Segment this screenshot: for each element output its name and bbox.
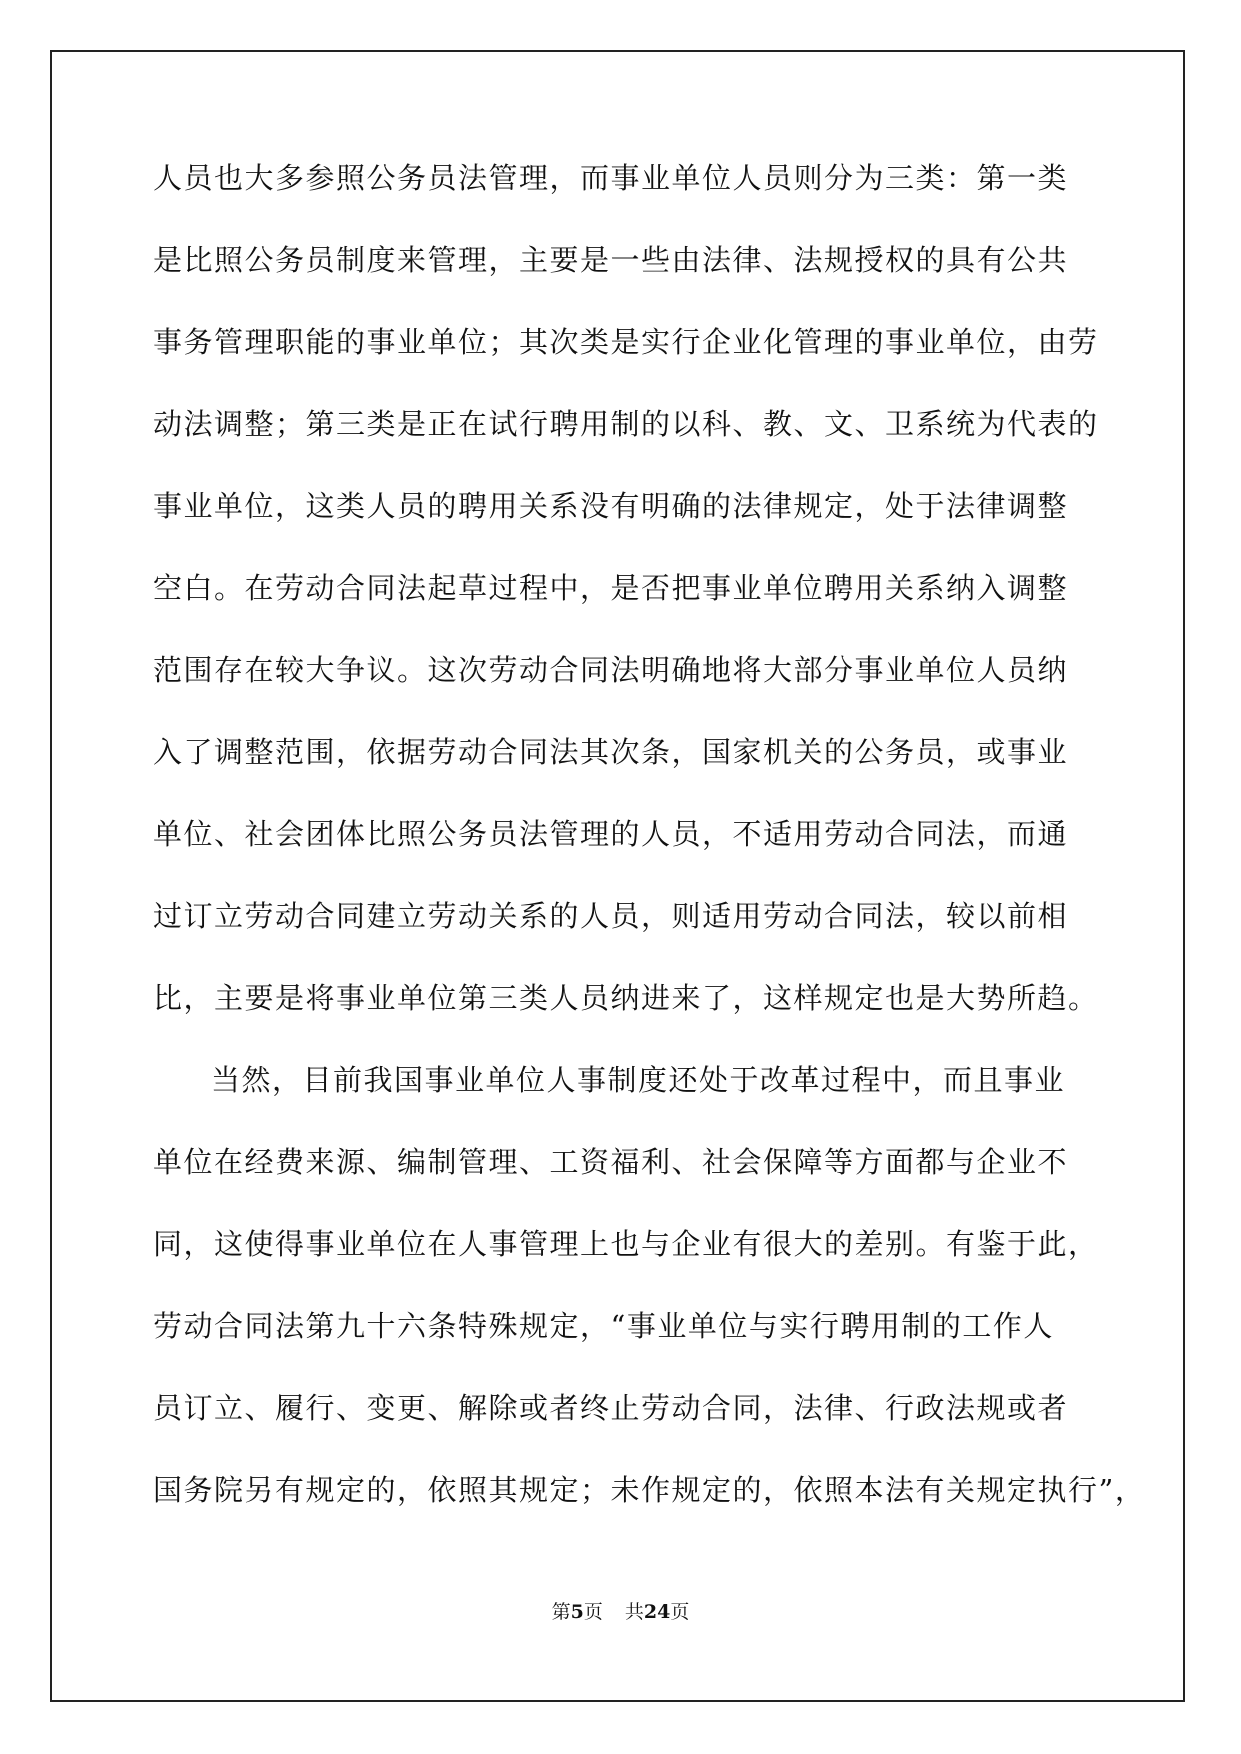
- total-pages-number: 24: [643, 1601, 671, 1623]
- text-line: 单位在经费来源、编制管理、工资福利、社会保障等方面都与企业不: [153, 1145, 1069, 1179]
- text-line: 比，主要是将事业单位第三类人员纳进来了，这样规定也是大势所趋。: [153, 981, 1099, 1015]
- page-footer: [0, 1600, 1241, 1624]
- text-line: 员订立、履行、变更、解除或者终止劳动合同，法律、行政法规或者: [153, 1391, 1069, 1425]
- paragraph-1: [153, 161, 1099, 1067]
- document-body: [153, 161, 1146, 1559]
- text-line: 单位、社会团体比照公务员法管理的人员，不适用劳动合同法，而通: [153, 817, 1069, 851]
- text-line: 劳动合同法第九十六条特殊规定，“事业单位与实行聘用制的工作人: [153, 1309, 1054, 1343]
- total-pages-label: 共24页: [624, 1601, 690, 1623]
- text-line: 空白。在劳动合同法起草过程中，是否把事业单位聘用关系纳入调整: [153, 571, 1069, 605]
- text-line: 事务管理职能的事业单位；其次类是实行企业化管理的事业单位，由劳: [153, 325, 1099, 359]
- text-line: 范围存在较大争议。这次劳动合同法明确地将大部分事业单位人员纳: [153, 653, 1069, 687]
- text-line: 动法调整；第三类是正在试行聘用制的以科、教、文、卫系统为代表的: [153, 407, 1099, 441]
- text-line: 是比照公务员制度来管理，主要是一些由法律、法规授权的具有公共: [153, 243, 1069, 277]
- text-line: 事业单位，这类人员的聘用关系没有明确的法律规定，处于法律调整: [153, 489, 1069, 523]
- text-line: 过订立劳动合同建立劳动关系的人员，则适用劳动合同法，较以前相: [153, 899, 1069, 933]
- text-line: 入了调整范围，依据劳动合同法其次条，国家机关的公务员，或事业: [153, 735, 1069, 769]
- page-number-label: 第5页: [551, 1601, 603, 1623]
- paragraph-2: [153, 1063, 1146, 1559]
- text-line: 同，这使得事业单位在人事管理上也与企业有很大的差别。有鉴于此，: [153, 1227, 1099, 1261]
- text-line: 国务院另有规定的，依照其规定；未作规定的，依照本法有关规定执行”，: [153, 1473, 1146, 1507]
- text-line: 当然，目前我国事业单位人事制度还处于改革过程中，而且事业: [211, 1063, 1066, 1097]
- text-line: 人员也大多参照公务员法管理，而事业单位人员则分为三类：第一类: [153, 161, 1069, 195]
- current-page-number: 5: [570, 1601, 584, 1623]
